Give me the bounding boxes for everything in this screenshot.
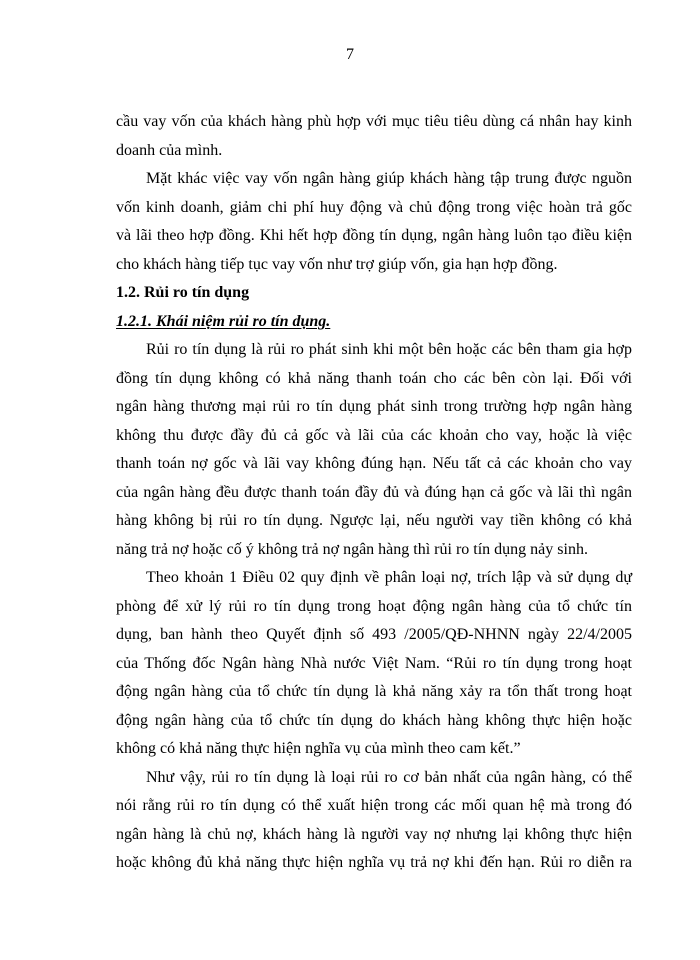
text-line: ngân hàng là chủ nợ, khách hàng là người vay nợ nhưng lại không thực hiện bbox=[116, 825, 632, 843]
paragraph-start-line: Rủi ro tín dụng là rủi ro phát sinh khi một bên hoặc các bên tham gia hợp bbox=[146, 341, 632, 358]
document-body bbox=[116, 108, 632, 878]
text-line: nói rằng rủi ro tín dụng có thể xuất hiện trong các mối quan hệ mà trong đó bbox=[116, 797, 632, 814]
page-number: 7 bbox=[346, 46, 354, 63]
text-line: và lãi theo hợp đồng. Khi hết hợp đồng tín dụng, ngân hàng luôn tạo điều kiện bbox=[116, 227, 632, 244]
text-line: của ngân hàng đều được thanh toán đầy đủ và đúng hạn cả gốc và lãi thì ngân bbox=[116, 483, 632, 501]
paragraph-start-line: Mặt khác việc vay vốn ngân hàng giúp khách hàng tập trung được nguồn bbox=[146, 170, 632, 187]
text-line: dụng, ban hành theo Quyết định số 493 /2005/QĐ-NHNN ngày 22/4/2005 bbox=[116, 626, 632, 643]
text-line: đồng tín dụng không có khả năng thanh toán cho các bên còn lại. Đối với bbox=[116, 369, 632, 387]
section-heading: 1.2. Rủi ro tín dụng bbox=[116, 284, 250, 301]
text-line: năng trả nợ hoặc cố ý không trả nợ ngân hàng thì rủi ro tín dụng nảy sinh. bbox=[116, 540, 588, 558]
subsection-heading: 1.2.1. Khái niệm rủi ro tín dụng. bbox=[116, 312, 331, 330]
text-line: ngân hàng thương mại rủi ro tín dụng phát sinh trong trường hợp ngân hàng bbox=[116, 398, 632, 415]
text-line: phòng để xử lý rủi ro tín dụng trong hoạt động ngân hàng của tổ chức tín bbox=[116, 597, 632, 615]
text-line: của Thống đốc Ngân hàng Nhà nước Việt Nam. “Rủi ro tín dụng trong hoạt bbox=[116, 654, 632, 672]
text-line: doanh của mình. bbox=[116, 141, 223, 159]
text-line: cho khách hàng tiếp tục vay vốn như trợ giúp vốn, gia hạn hợp đồng. bbox=[116, 255, 558, 273]
text-line: vốn kinh doanh, giảm chi phí huy động và chủ động trong việc hoàn trả gốc bbox=[116, 198, 632, 216]
paragraph-start-line: Theo khoản 1 Điều 02 quy định về phân loại nợ, trích lập và sử dụng dự bbox=[146, 569, 632, 586]
text-line: thanh toán nợ gốc và lãi vay không đúng hạn. Nếu tất cả các khoản cho vay bbox=[116, 455, 632, 472]
text-line: không thu được đầy đủ cả gốc và lãi của các khoản cho vay, hoặc là việc bbox=[116, 426, 632, 444]
subsection-heading-row bbox=[116, 308, 632, 337]
text-line: động ngân hàng của tổ chức tín dụng là khả năng xảy ra tổn thất trong hoạt bbox=[116, 683, 632, 700]
text-line: không có khả năng thực hiện nghĩa vụ của mình theo cam kết.” bbox=[116, 740, 521, 757]
text-line: cầu vay vốn của khách hàng phù hợp với mục tiêu tiêu dùng cá nhân hay kinh bbox=[116, 113, 632, 130]
text-line: động ngân hàng của tổ chức tín dụng do khách hàng không thực hiện hoặc bbox=[116, 711, 632, 729]
paragraph-start-line: Như vậy, rủi ro tín dụng là loại rủi ro cơ bản nhất của ngân hàng, có thể bbox=[146, 768, 632, 786]
text-line: hoặc không đủ khả năng thực hiện nghĩa vụ trả nợ khi đến hạn. Rủi ro diễn ra bbox=[116, 854, 632, 871]
text-line: hàng không bị rủi ro tín dụng. Ngược lại, nếu người vay tiền không có khả bbox=[116, 512, 632, 529]
